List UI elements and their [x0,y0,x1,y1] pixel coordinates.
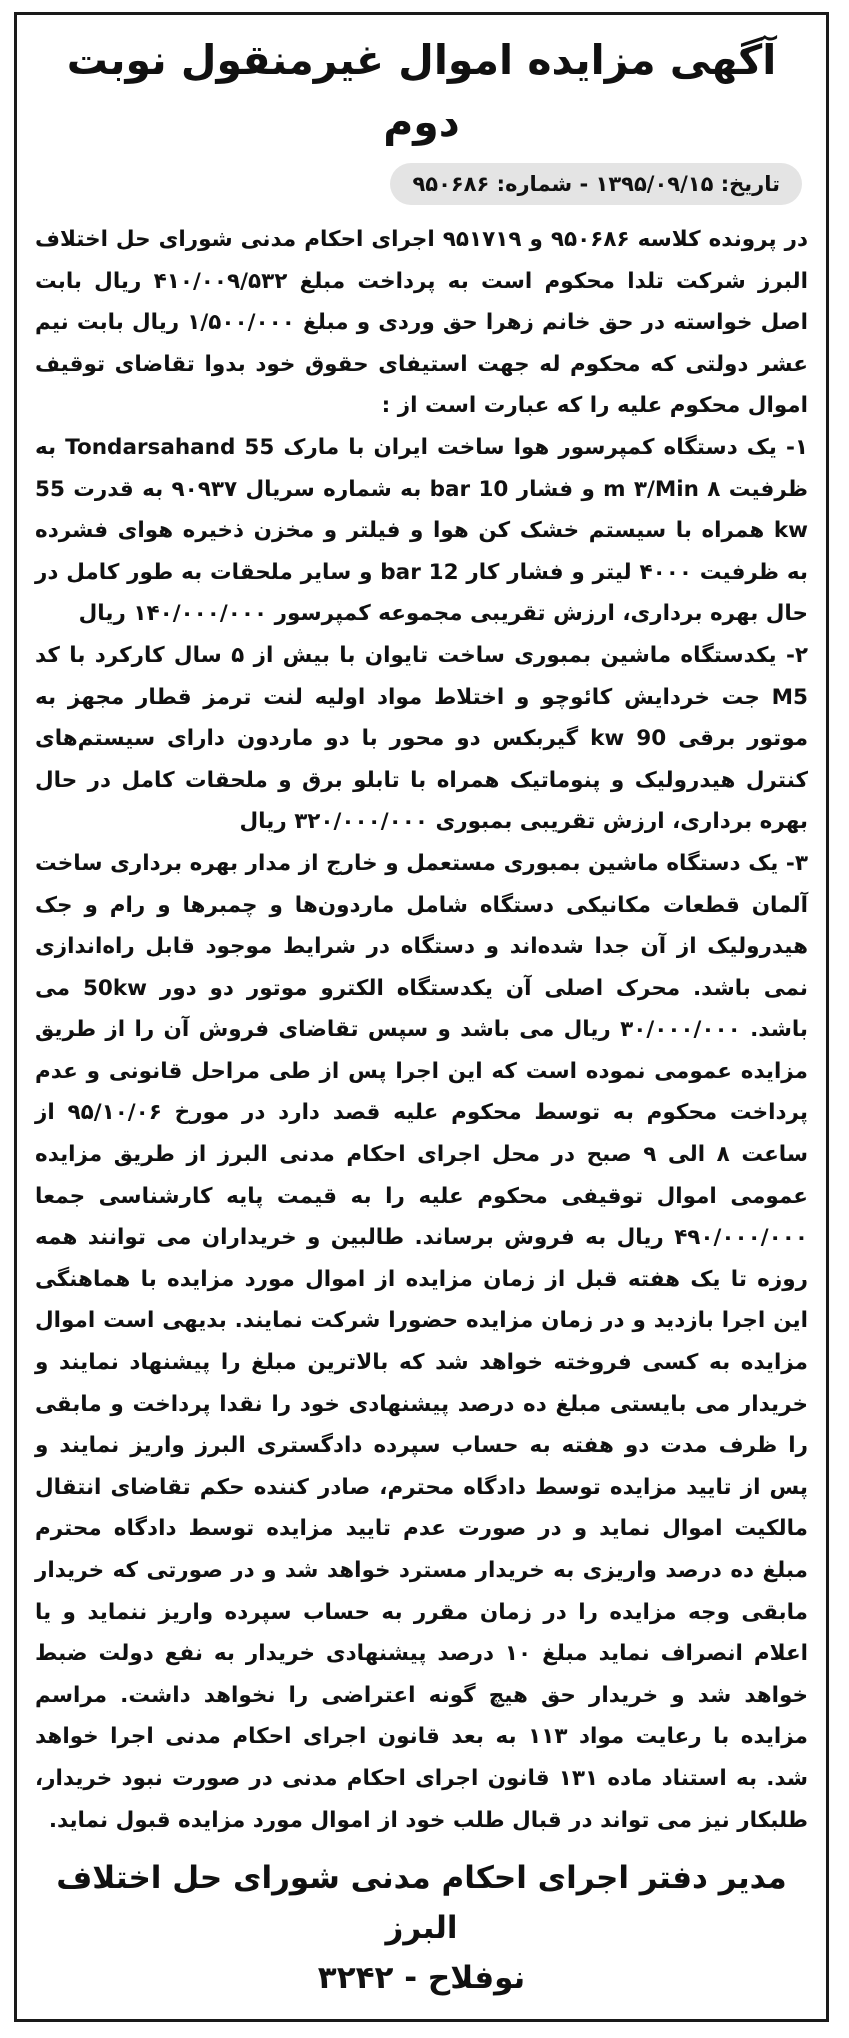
item-1-paragraph: ۱- یک دستگاه کمپرسور هوا ساخت ایران با مارک Tondarsahand 55 به ظرفیت m ۳/Min ۸ و فشار 10 bar به شماره سریال ۹۰۹۳۷ به قدرت 55 kw همراه با سیستم خشک کن هوا و فیلتر و مخزن ذخیره هوای فشرده به ظرفیت ۴۰۰۰ لیتر و فشار کار 12 bar و سایر ملحقات به طور کامل در حال بهره برداری، ارزش تقریبی مجموعه کمپرسور ۱۴۰/۰۰۰/۰۰۰ ریال [35,434,808,627]
signature-title: مدیر دفتر اجرای احکام مدنی شورای حل اختلاف البرز [56,1860,787,1947]
notice-title: آگهی مزایده اموال غیرمنقول نوبت دوم [66,36,777,146]
notice-body [35,219,808,1841]
intro-paragraph: در پرونده کلاسه ۹۵۰۶۸۶ و ۹۵۱۷۱۹ اجرای احکام مدنی شورای حل اختلاف البرز شرکت تلدا محکوم است به پرداخت مبلغ ۴۱۰/۰۰۹/۵۳۲ ریال بابت اصل خواسته در حق خانم زهرا حق وردی و مبلغ ۱/۵۰۰/۰۰۰ ریال بابت نیم عشر دولتی که محکوم له جهت استیفای حقوق خود بدوا تقاضای توقیف اموال محکوم علیه را که عبارت است از : [35,227,808,419]
signature-name: نوفلاح - ۳۲۴۲ [317,1960,526,1997]
date-and-number: تاریخ: ۱۳۹۵/۰۹/۱۵ - شماره: ۹۵۰۶۸۶ [390,163,802,205]
item-3-and-terms-paragraph: ۳- یک دستگاه ماشین بمبوری مستعمل و خارج از مدار بهره برداری ساخت آلمان قطعات مکانیکی دستگاه شامل ماردون‌ها و چمبرها و رام و جک هیدرولیک از آن جدا شده‌اند و دستگاه در شرایط موجود قابل راه‌اندازی نمی باشد. محرک اصلی آن یکدستگاه الکترو موتور دو دور 50kw می باشد. ۳۰/۰۰۰/۰۰۰ ریال می باشد و سپس تقاضای فروش آن را از طریق مزایده عمومی نموده است که این اجرا پس از طی مراحل قانونی و عدم پرداخت محکوم به توسط محکوم علیه قصد دارد در مورخ ۹۵/۱۰/۰۶ از ساعت ۸ الی ۹ صبح در محل اجرای احکام مدنی البرز از طریق مزایده عمومی اموال توقیفی محکوم علیه را به قیمت پایه کارشناسی جمعا ۴۹۰/۰۰۰/۰۰۰ ریال به فروش برساند. طالبین و خریداران می توانند همه روزه تا یک هفته قبل از زمان مزایده از اموال مورد مزایده با هماهنگی این اجرا بازدید و در زمان مزایده حضورا شرکت نمایند. بدیهی است اموال مزایده به کسی فروخته خواهد شد که بالاترین مبلغ را پیشنهاد نمایند و خریدار می بایستی مبلغ ده درصد پیشنهادی خود را نقدا پرداخت و مابقی را ظرف مدت دو هفته به حساب سپرده دادگستری البرز واریز نمایند و پس از تایید مزایده توسط دادگاه محترم، صادر کننده حکم تقاضای انتقال مالکیت اموال نماید و در صورت عدم تایید مزایده توسط دادگاه محترم مبلغ ده درصد واریزی به خریدار مسترد خواهد شد و در صورتی که خریدار مابقی وجه مزایده را در زمان مقرر به حساب سپرده واریز ننماید و یا اعلام انصراف نماید مبلغ ۱۰ درصد پیشنهادی خریدار به نفع دولت ضبط خواهد شد و خریدار حق هیچ گونه اعتراضی را نخواهد داشت. مراسم مزایده با رعایت مواد ۱۱۳ به بعد قانون اجرای احکام مدنی اجرا خواهد شد. به استناد ماده ۱۳۱ قانون اجرای احکام مدنی در صورت نبود خریدار، طلبکار نیز می تواند در قبال طلب خود از اموال مورد مزایده قبول نماید. [35,850,808,1833]
dateline-wrap [35,163,802,205]
item-2-paragraph: ۲- یکدستگاه ماشین بمبوری ساخت تایوان با بیش از ۵ سال کارکرد با کد M5 جت خردایش کائوچو و اختلاط مواد اولیه لنت ترمز قطار مجهز به موتور برقی 90 kw گیربکس دو محور با دو ماردون دارای سیستم‌های کنترل هیدرولیک و پنوماتیک همراه با تابلو برق و ملحقات کامل در حال بهره برداری، ارزش تقریبی بمبوری ۳۲۰/۰۰۰/۰۰۰ ریال [35,642,809,835]
notice-frame [14,12,829,2022]
signature-block [35,1853,808,2003]
